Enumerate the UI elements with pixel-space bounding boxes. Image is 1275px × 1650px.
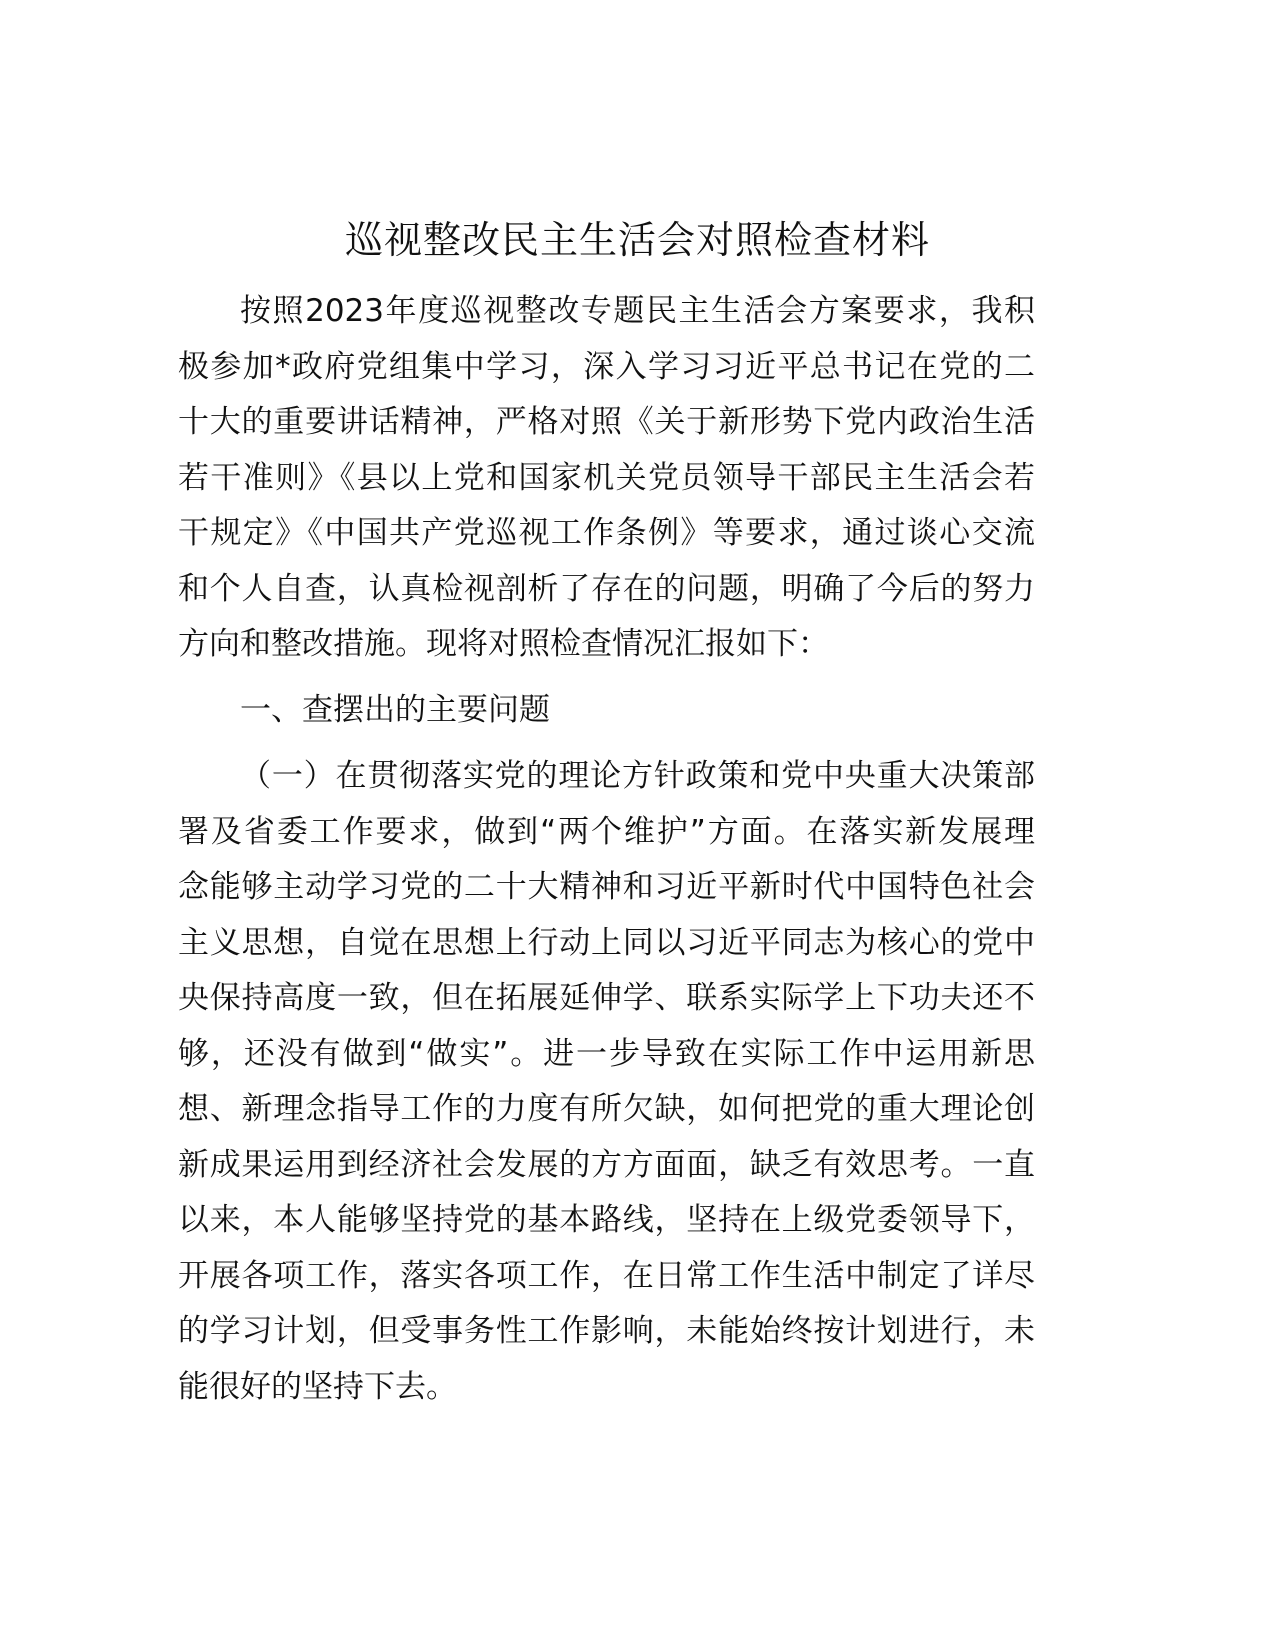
paragraph-line: 极参加*政府党组集中学习，深入学习习近平总书记在党的二 — [178, 348, 1035, 385]
section-heading-text: 一、查摆出的主要问题 — [240, 692, 550, 728]
paragraph-line: 想、新理念指导工作的力度有所欠缺，如何把党的重大理论创 — [178, 1091, 1035, 1127]
paragraph-line: 能很好的坚持下去。 — [178, 1368, 457, 1405]
paragraph-line: 署及省委工作要求，做到“两个维护”方面。在落实新发展理 — [178, 813, 1035, 850]
paragraph-line: 的学习计划，但受事务性工作影响，未能始终按计划进行，未 — [178, 1313, 1035, 1349]
paragraph-line: （一）在贯彻落实党的理论方针政策和党中央重大决策部 — [240, 758, 1035, 794]
paragraph-line: 若干准则》《县以上党和国家机关党员领导干部民主生活会若 — [178, 459, 1035, 496]
issue-paragraph — [178, 749, 1035, 1415]
paragraph-line: 按照2023年度巡视整改专题民主生活会方案要求，我积 — [240, 293, 1035, 329]
paragraph-line: 开展各项工作，落实各项工作，在日常工作生活中制定了详尽 — [178, 1257, 1035, 1294]
paragraph-line: 和个人自查，认真检视剖析了存在的问题，明确了今后的努力 — [178, 570, 1035, 607]
intro-paragraph — [178, 284, 1035, 673]
paragraph-line: 新成果运用到经济社会发展的方方面面，缺乏有效思考。一直 — [178, 1146, 1035, 1183]
paragraph-line: 够，还没有做到“做实”。进一步导致在实际工作中运用新思 — [178, 1035, 1035, 1072]
paragraph-line: 方向和整改措施。现将对照检查情况汇报如下： — [178, 626, 829, 662]
paragraph-line: 主义思想，自觉在思想上行动上同以习近平同志为核心的党中 — [178, 924, 1035, 961]
paragraph-line: 十大的重要讲话精神，严格对照《关于新形势下党内政治生活 — [178, 404, 1035, 440]
paragraph-line: 央保持高度一致，但在拓展延伸学、联系实际学上下功夫还不 — [178, 980, 1035, 1016]
paragraph-line: 念能够主动学习党的二十大精神和习近平新时代中国特色社会 — [178, 869, 1035, 905]
document-title: 巡视整改民主生活会对照检查材料 — [344, 218, 930, 262]
paragraph-line: 以来，本人能够坚持党的基本路线，坚持在上级党委领导下， — [178, 1202, 1035, 1238]
paragraph-line: 干规定》《中国共产党巡视工作条例》等要求，通过谈心交流 — [178, 515, 1035, 551]
section-heading — [178, 683, 1035, 739]
